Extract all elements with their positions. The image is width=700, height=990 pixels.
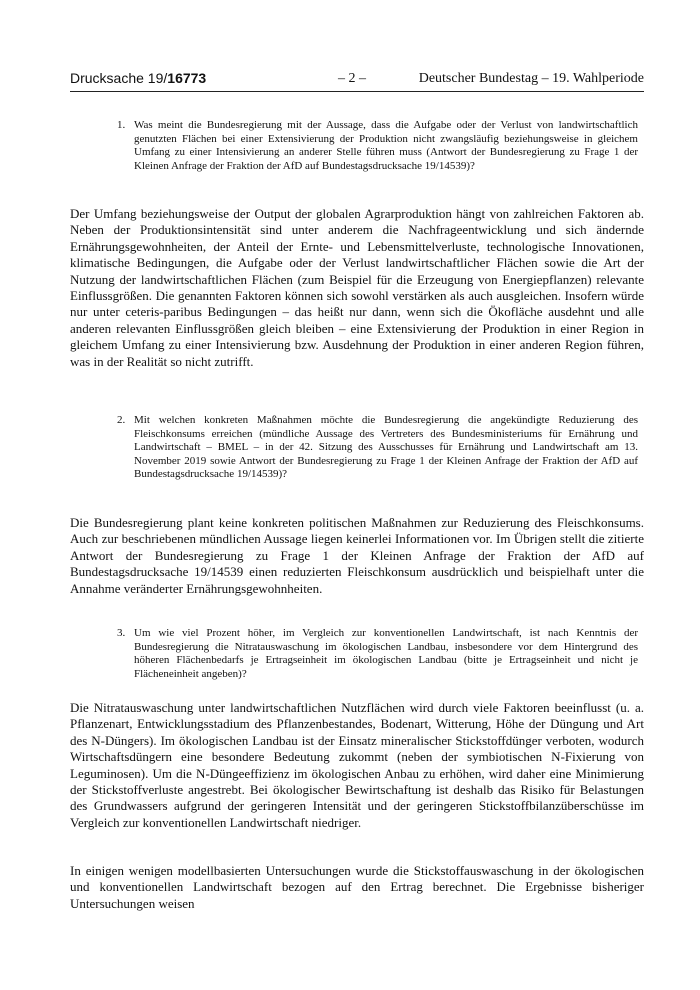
- page-number: – 2 –: [338, 71, 366, 86]
- question-2: [117, 414, 638, 482]
- question-text: Was meint die Bundesregierung mit der Aussage, dass die Aufgabe oder der Verlust von landwirtschaftlich genutzten Flächen bei einer Extensivierung der Produktion nicht zwangsläufig beziehungsweise in gleichem Umfang zu einer Intensivierung an anderer Stelle führen muss (Antwort der Bundesregierung zu Frage 1 der Kleinen Anfrage der Fraktion der AfD auf Bundestagsdrucksache 19/14539)?: [134, 119, 638, 172]
- document-number-value: 16773: [167, 70, 207, 86]
- answer-1: Der Umfang beziehungsweise der Output der globalen Agrarproduktion hängt von zahlreichen Faktoren ab. Neben der Produktionsintensität sind unter anderem die Nachfrageentwicklung und sich ändernde Ernährungsgewohnheiten, der Anteil der Ernte- und Lebensmittelverluste, technologische Innovationen, klimatische Bedingungen, die Aufgabe oder der Verlust landwirtschaftlicher Flächen sowie die Art der Nutzung der landwirtschaftlichen Flächen (zum Beispiel für die Erzeugung von Energiepflanzen) relevante Einflussgrößen. Die genannten Faktoren können sich sowohl verstärken als auch ausgleichen. Insofern würde nur unter ceteris-paribus Bedingungen – das heißt nur dann, wenn sich die Ökofläche ausdehnt und alle anderen relevanten Einflussgrößen gleich bleiben – eine Extensivierung der Produktion in einer Region in gleichem Umfang zu einer Intensivierung bzw. Ausdehnung der Produktion in einer anderen Region führen, was in der Realität so nicht zutrifft.: [70, 206, 644, 369]
- answer-2: Die Bundesregierung plant keine konkreten politischen Maßnahmen zur Reduzierung des Fleischkonsums. Auch zur beschriebenen mündlichen Aussage liegen keinerlei Informationen vor. Im Übrigen stellt die zitierte Antwort der Bundesregierung zu Frage 1 der Kleinen Anfrage der Fraktion der AfD auf Bundestagsdrucksache 19/14539 einen reduzierten Fleischkonsum ausdrücklich und beispielhaft unter die Annahme veränderter Ernährungsgewohnheiten.: [70, 515, 644, 596]
- question-number: 1.: [117, 119, 126, 131]
- question-number: 3.: [117, 627, 126, 639]
- answer-3-continued: In einigen wenigen modellbasierten Untersuchungen wurde die Stickstoffauswaschung in der ökologischen und konventionellen Landwirtschaft bezogen auf den Ertrag berechnet. Die Ergebnisse bisheriger Untersuchungen weisen: [70, 863, 644, 911]
- answer-3: Die Nitratauswaschung unter landwirtschaftlichen Nutzflächen wird durch viele Faktoren beeinflusst (u. a. Pflanzenart, Entwicklungsstadium des Pflanzenbestandes, Bodenart, Witterung, Höhe der Düngung und Art des N-Düngers). Im ökologischen Landbau ist der Einsatz mineralischer Stickstoffdünger verboten, wodurch Wirtschaftsdüngern eine besondere Bedeutung zukommt (neben der symbiotischen N-Fixierung von Leguminosen). Um die N-Düngeeffizienz im ökologischen Anbau zu erhöhen, wird daher eine Minimierung der Stickstoffverluste angestrebt. Bei ökologischer Bewirtschaftung ist deshalb das Risiko für Belastungen des Grundwassers aufgrund der geringeren Intensität und der geringeren Stickstoffbilanzüberschüsse im Vergleich zur konventionellen Landwirtschaft niedriger.: [70, 700, 644, 830]
- document-number-prefix: Drucksache 19/: [70, 70, 168, 86]
- question-number: 2.: [117, 414, 126, 426]
- question-1: [117, 119, 638, 173]
- question-text: Mit welchen konkreten Maßnahmen möchte die Bundesregierung die angekündigte Reduzierung des Fleischkonsums erreichen (mündliche Aussage des Vertreters des Bundesministeriums für Ernährung und Landwirtschaft – BMEL – in der 42. Sitzung des Ausschusses für Ernährung und Landwirtschaft am 13. November 2019 sowie Antwort der Bundesregierung zu Frage 1 der Kleinen Anfrage der Fraktion der AfD auf Bundestagsdrucksache 19/14539)?: [134, 414, 638, 481]
- header-divider: [70, 91, 644, 92]
- document-number: [70, 70, 206, 86]
- question-text: Um wie viel Prozent höher, im Vergleich zur konventionellen Landwirtschaft, ist nach Kenntnis der Bundesregierung die Nitratauswaschung im ökologischen Landbau, insbesondere vor dem Hintergrund des höheren Flächenbedarfs je Ertragseinheit im ökologischen Landbau (bitte je Ertragseinheit und nicht je Flächeneinheit angeben)?: [134, 627, 638, 680]
- question-3: [117, 627, 638, 681]
- page-header: [70, 70, 644, 90]
- parliament-label: Deutscher Bundestag – 19. Wahlperiode: [418, 71, 644, 86]
